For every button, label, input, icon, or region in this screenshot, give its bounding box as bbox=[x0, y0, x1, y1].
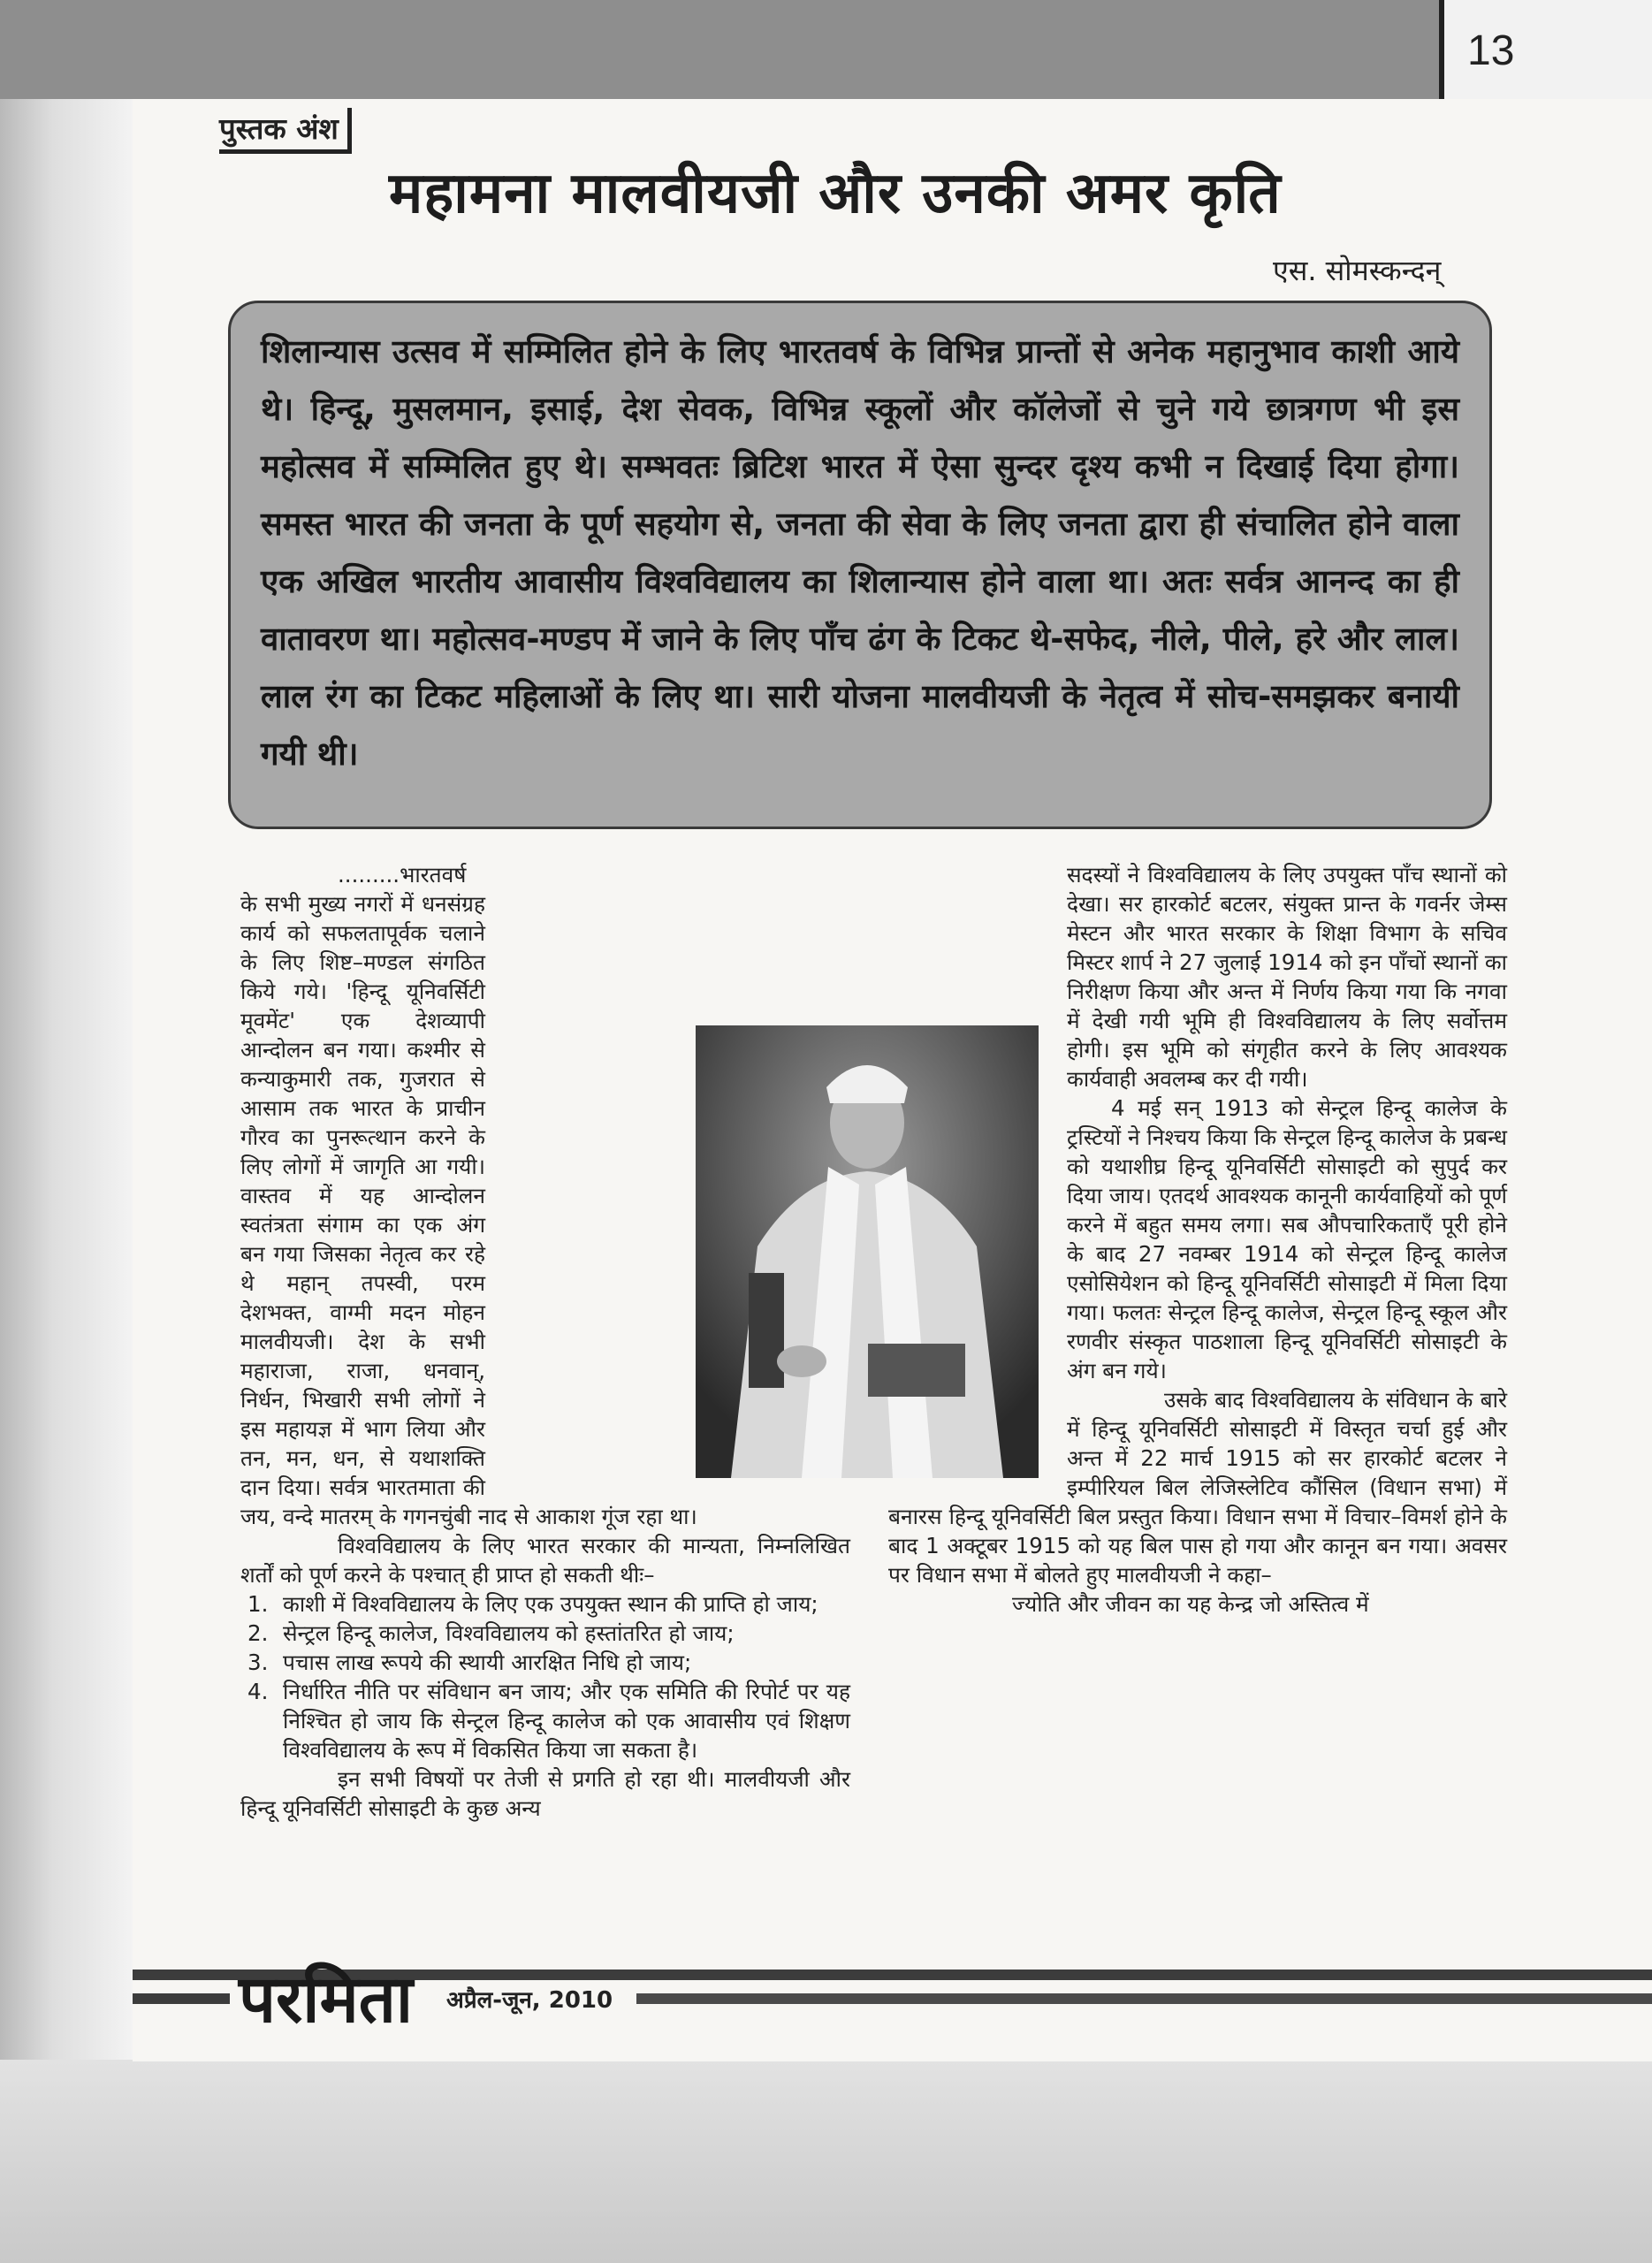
right-paragraph-3: उसके बाद विश्वविद्यालय के संविधान के बारे में हिन्दू यूनिवर्सिटी सोसाइटी में विस्तृत चर्चा हुई और अन्त में 22 मार्च 1915 को सर हारकोर्ट बटलर ने इम्पीरियल बिल लेजिस्लेटिव कौंसिल (विधान सभा) में बनारस हिन्दू यूनिवर्सिटी बिल प्रस्तुत किया। विधान सभा में विचार–विमर्श होने के बाद 1 अक्टूबर 1915 को यह बिल पास हो गया और कानून बन गया। अवसर पर विधान सभा में बोलते हुए मालवीयजी ने कहा– bbox=[888, 1387, 1507, 1588]
list-item-text: काशी में विश्वविद्यालय के लिए एक उपयुक्त स्थान की प्राप्ति हो जाय; bbox=[283, 1591, 818, 1617]
list-item-text: सेन्ट्रल हिन्दू कालेज, विश्वविद्यालय को हस्तांतरित हो जाय; bbox=[283, 1620, 735, 1646]
article-author: एस. सोमस्कन्दन् bbox=[1273, 254, 1442, 287]
right-paragraph-4: ज्योति और जीवन का यह केन्द्र जो अस्तित्व में bbox=[1012, 1591, 1369, 1617]
magazine-title: परमिता bbox=[239, 1962, 414, 2038]
list-item-text: निर्धारित नीति पर संविधान बन जाय; और एक समिति की रिपोर्ट पर यह निश्चित हो जाय कि सेन्ट्रल हिन्दू कालेज को एक आवासीय एवं शिक्षण विश्वविद्यालय के रूप में विकसित किया जा सकता है। bbox=[283, 1679, 850, 1763]
list-item bbox=[240, 1677, 850, 1764]
right-paragraph-2: 4 मई सन् 1913 को सेन्ट्रल हिन्दू कालेज के ट्रस्टियों ने निश्चय किया कि सेन्ट्रल हिन्दू कालेज के प्रबन्ध को यथाशीघ्र हिन्दू यूनिवर्सिटी सोसाइटी को सुपुर्द कर दिया जाय। एतदर्थ आवश्यक कानूनी कार्यवाहियों को पूर्ण करने में बहुत समय लगा। सब औपचारिकताएँ पूरी होने के बाद 27 नवम्बर 1914 को सेन्ट्रल हिन्दू कालेज एसोसियेशन को हिन्दू यूनिवर्सिटी सोसाइटी में मिला दिया गया। फलतः सेन्ट्रल हिन्दू कालेज, सेन्ट्रल हिन्दू स्कूल और रणवीर संस्कृत पाठशाला हिन्दू यूनिवर्सिटी सोसाइटी के अंग बन गये। bbox=[1067, 1095, 1507, 1383]
list-item-number: 1. bbox=[247, 1591, 269, 1617]
left-paragraph-1: .........भारतवर्ष के सभी मुख्य नगरों में धनसंग्रह कार्य को सफलतापूर्वक चलाने के लिए शिष्ट–मण्डल संगठित किये गये। 'हिन्दू यूनिवर्सिटी मूवमेंट' एक देशव्यापी आन्दोलन बन गया। कश्मीर से कन्याकुमारी तक, गुजरात से आसाम तक भारत के प्राचीन गौरव का पुनरूत्थान करने के लिए लोगों में जागृति आ गयी। वास्तव में यह आन्दोलन स्वतंत्रता संगाम का एक अंग बन गया जिसका नेतृत्व कर रहे थे महान् तपस्वी, परम देशभक्त, वाग्मी मदन मोहन मालवीयजी। देश के सभी महाराजा, राजा, धनवान्, निर्धन, भिखारी सभी लोगों ने इस महायज्ञ में भाग लिया और तन, मन, धन, से यथाशक्ति दान दिया। सर्वत्र भारतमाता की जय, वन्दे मातरम् के गगनचुंबी नाद से आकाश गूंज रहा था। bbox=[240, 862, 697, 1529]
right-paragraph-1: सदस्यों ने विश्वविद्यालय के लिए उपयुक्त पाँच स्थानों को देखा। सर हारकोर्ट बटलर, संयुक्त प्रान्त के गवर्नर जेम्स मेस्टन और भारत सरकार के शिक्षा विभाग के सचिव मिस्टर शार्प ने 27 जुलाई 1914 को इन पाँचों स्थानों का निरीक्षण किया और अन्त में निर्णय किया गया कि नगवा में देखी गयी भूमि ही विश्वविद्यालय के लिए सर्वोत्तम होगी। इस भूमि को संगृहीत करने के लिए आवश्यक कार्यवाही अवलम्ब कर दी गयी। bbox=[1067, 862, 1507, 1092]
page-number: 13 bbox=[1467, 27, 1515, 74]
list-item-text: पचास लाख रूपये की स्थायी आरक्षित निधि हो जाय; bbox=[283, 1650, 692, 1675]
scan-top-margin bbox=[0, 0, 1652, 99]
highlight-quote-box bbox=[228, 301, 1492, 829]
footer-rule-right bbox=[636, 1993, 1652, 2004]
scan-left-margin bbox=[0, 99, 133, 2061]
section-label: पुस्तक अंश bbox=[219, 108, 352, 154]
left-paragraph-2: विश्वविद्यालय के लिए भारत सरकार की मान्यता, निम्नलिखित शर्तों को पूर्ण करने के पश्चात् ही प्राप्त हो सकती थीः– bbox=[240, 1533, 850, 1588]
article-title: महामना मालवीयजी और उनकी अमर कृति bbox=[389, 161, 1282, 226]
issue-date: अप्रैल-जून, 2010 bbox=[446, 1987, 613, 2014]
scan-bottom-margin bbox=[0, 2060, 1652, 2263]
footer-rule-left bbox=[133, 1993, 230, 2004]
highlight-quote-text: शिलान्यास उत्सव में सम्मिलित होने के लिए भारतवर्ष के विभिन्न प्रान्तों से अनेक महानुभाव काशी आये थे। हिन्दू, मुसलमान, इसाई, देश सेवक, विभिन्न स्कूलों और कॉलेजों से चुने गये छात्रगण भी इस महोत्सव में सम्मिलित हुए थे। सम्भवतः ब्रिटिश भारत में ऐसा सुन्दर दृश्य कभी न दिखाई दिया होगा। समस्त भारत की जनता के पूर्ण सहयोग से, जनता की सेवा के लिए जनता द्वारा ही संचालित होने वाला एक अखिल भारतीय आवासीय विश्वविद्यालय का शिलान्यास होने वाला था। अतः सर्वत्र आनन्द का ही वातावरण था। महोत्सव-मण्डप में जाने के लिए पाँच ढंग के टिकट थे-सफेद, नीले, पीले, हरे और लाल। लाल रंग का टिकट महिलाओं के लिए था। सारी योजना मालवीयजी के नेतृत्व में सोच-समझकर बनायी गयी थी। bbox=[261, 332, 1459, 773]
list-item bbox=[240, 1619, 850, 1648]
list-item-number: 2. bbox=[247, 1620, 269, 1646]
list-item-number: 3. bbox=[247, 1650, 269, 1675]
conditions-list bbox=[240, 1589, 850, 1764]
list-item bbox=[240, 1589, 850, 1619]
portrait-illustration bbox=[696, 1025, 1039, 1478]
left-paragraph-3: इन सभी विषयों पर तेजी से प्रगति हो रहा थी। मालवीयजी और हिन्दू यूनिवर्सिटी सोसाइटी के कुछ अन्य bbox=[240, 1766, 850, 1821]
list-item bbox=[240, 1648, 850, 1677]
portrait-photo bbox=[696, 1025, 1039, 1478]
list-item-number: 4. bbox=[247, 1679, 269, 1704]
